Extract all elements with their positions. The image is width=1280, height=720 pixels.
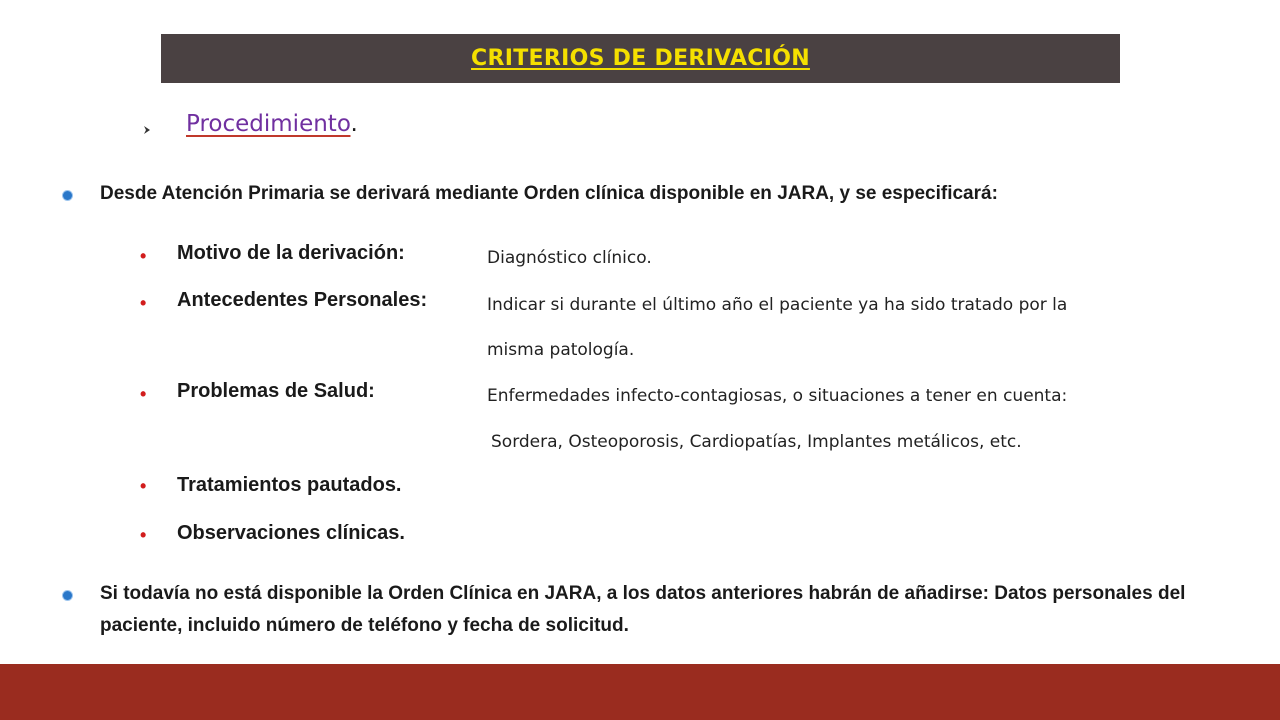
item-label-problemas: Problemas de Salud:: [177, 380, 375, 402]
item-value-problemas-cont: Sordera, Osteoporosis, Cardiopatías, Implantes metálicos, etc.: [491, 432, 1022, 452]
sub-bullet-icon: •: [140, 525, 147, 545]
arrow-bullet-icon: [142, 125, 152, 135]
item-label-tratamientos: Tratamientos pautados.: [177, 474, 402, 496]
sub-bullet-icon: •: [140, 246, 147, 266]
section-title: [186, 111, 358, 137]
title-bar: [161, 34, 1120, 83]
item-value-antecedentes-cont: misma patología.: [487, 340, 635, 360]
item-value-problemas: Enfermedades infecto-contagiosas, o situaciones a tener en cuenta:: [487, 386, 1068, 406]
sub-bullet-icon: •: [140, 476, 147, 496]
note-bullet-icon: [63, 591, 72, 600]
intro-text: Desde Atención Primaria se derivará mediante Orden clínica disponible en JARA, y se especificará:: [100, 183, 998, 204]
note-text: Si todavía no está disponible la Orden Clínica en JARA, a los datos anteriores habrán de añadirse: Datos personales del paciente, incluido número de teléfono y fecha de solicitud.: [100, 583, 1186, 636]
intro-bullet-icon: [63, 191, 72, 200]
footer-bar: [0, 664, 1280, 720]
sub-bullet-icon: •: [140, 384, 147, 404]
item-label-antecedentes: Antecedentes Personales:: [177, 289, 428, 311]
item-label-motivo: Motivo de la derivación:: [177, 242, 405, 264]
item-label-observaciones: Observaciones clínicas.: [177, 522, 405, 544]
sub-bullet-icon: •: [140, 293, 147, 313]
item-value-antecedentes: Indicar si durante el último año el paciente ya ha sido tratado por la: [487, 295, 1068, 315]
item-value-motivo: Diagnóstico clínico.: [487, 248, 652, 268]
section-title-suffix: .: [350, 111, 358, 137]
slide-title: CRITERIOS DE DERIVACIÓN: [471, 46, 810, 71]
section-title-text: Procedimiento: [186, 111, 351, 137]
